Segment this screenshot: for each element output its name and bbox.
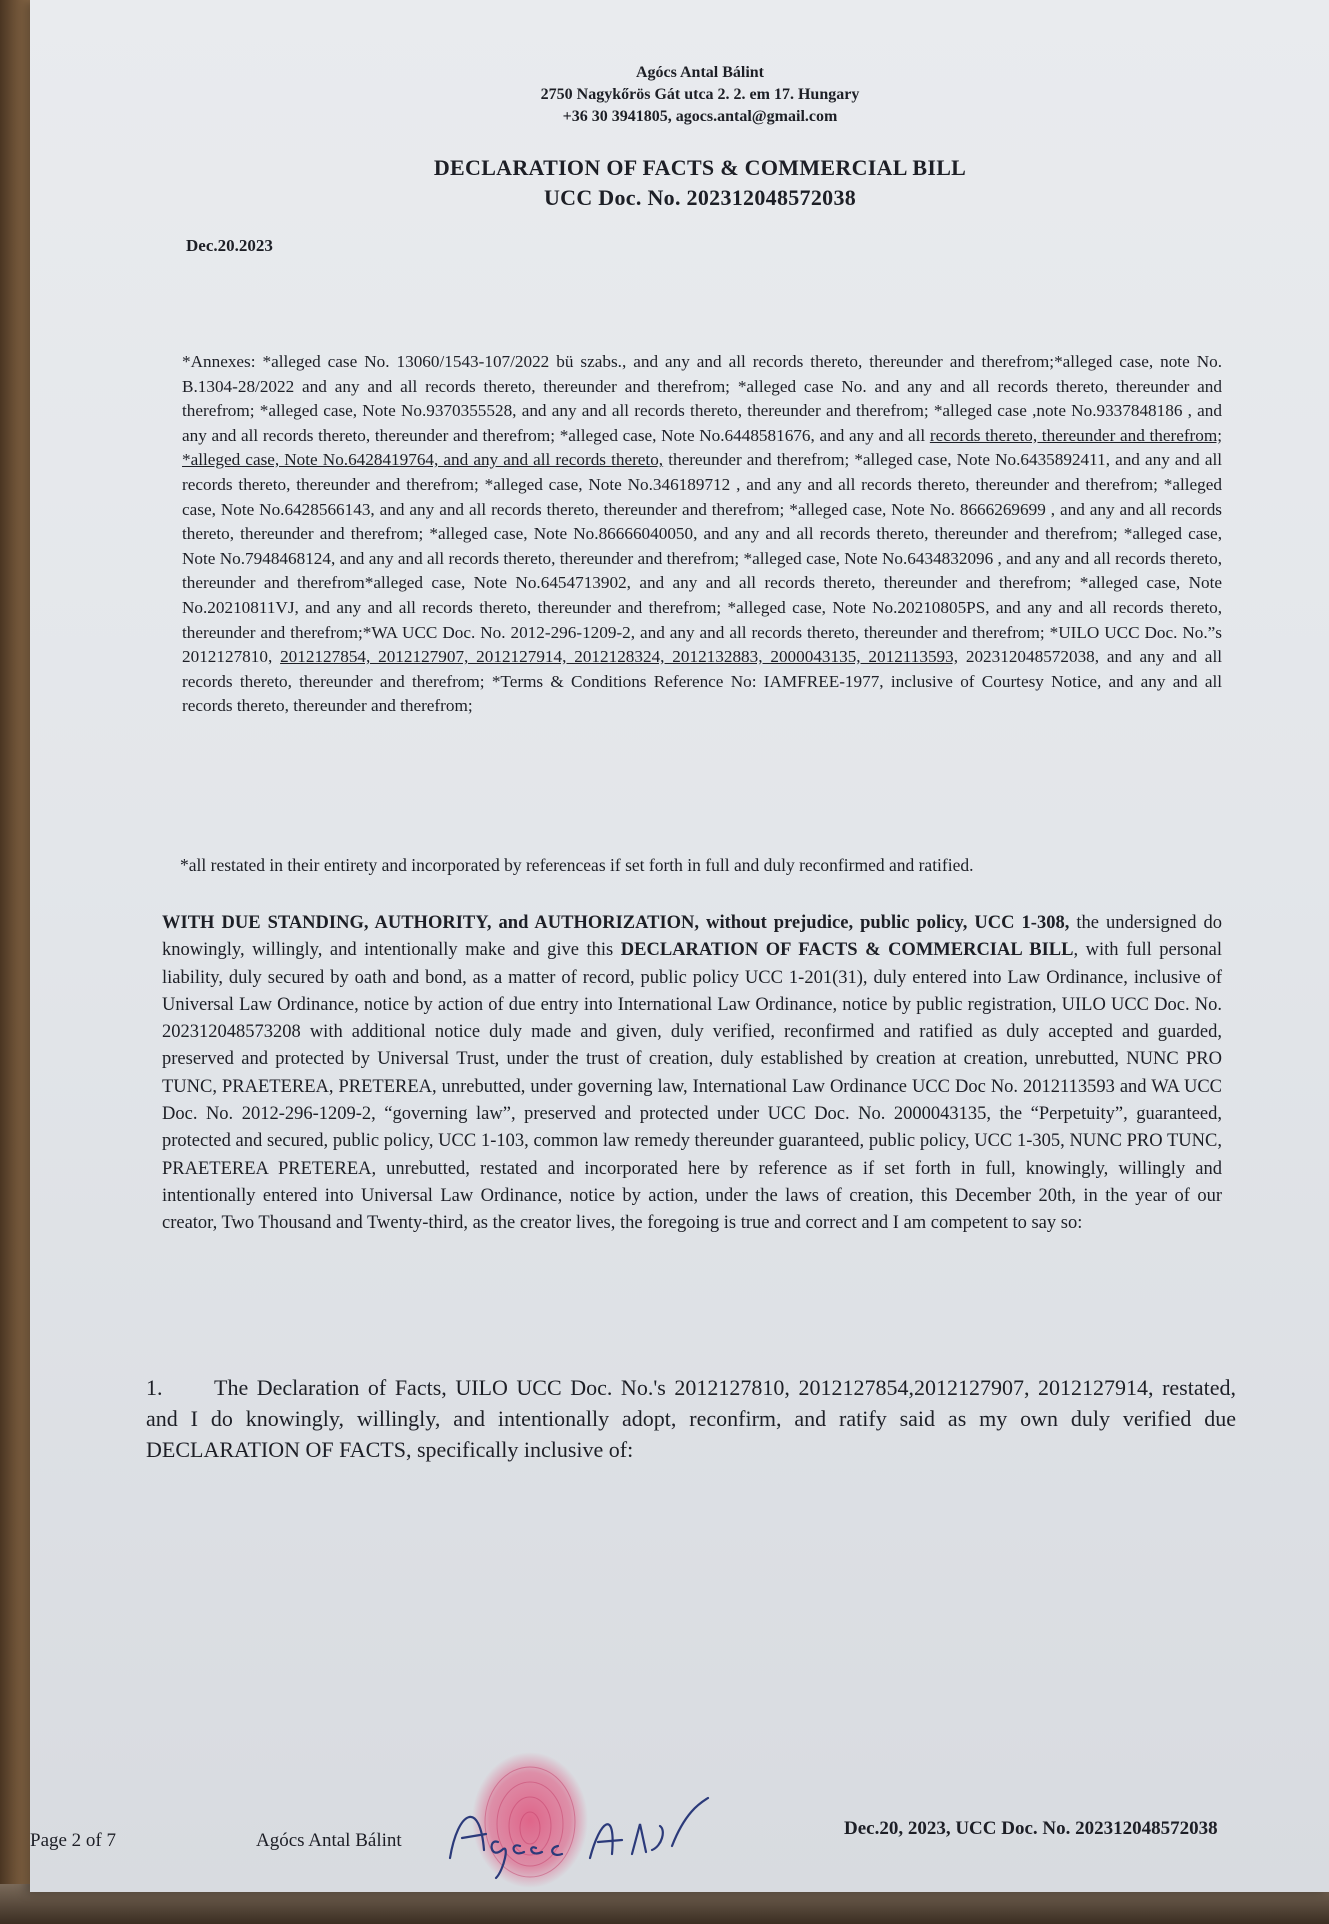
footer-signatory-name: Agócs Antal Bálint — [256, 1830, 402, 1851]
author-contact: +36 30 3941805, agocs.antal@gmail.com — [562, 108, 838, 125]
body-text-1: the undersigned do knowingly, willingly, and intentionally make and give this — [162, 913, 1222, 961]
restated-note: *all restated in their entirety and incorporated by referenceas if set forth in full and duly reconfirmed and ratified. — [180, 855, 974, 875]
page-number: Page 2 of 7 — [30, 1830, 117, 1851]
annexes-text-1: *Annexes: *alleged case No. 13060/1543-107/2022 bü szabs., and any and all records thereto, thereunder and therefrom;*alleged case, note No. B.1304-28/2022 and any and all records thereto, thereunder and therefrom; *alleged case No. and any and all records thereto, thereunder and therefrom; *alleged case, Note No.9370355528, and any and all records thereto, thereunder and therefrom; *alleged case ,note No.9337848186 , and any and all records thereto, thereunder and therefrom; *alleged case, Note No.6448581676, and any and all — [182, 352, 1222, 445]
document-page — [30, 0, 1329, 1892]
document-title: DECLARATION OF FACTS & COMMERCIAL BILL — [433, 155, 967, 180]
annexes-paragraph — [182, 350, 1222, 719]
declaration-body — [162, 910, 1222, 1238]
annexes-underlined-1: records thereto, thereunder and therefrom; *alleged case, Note No.6428419764, and any and all records thereto, — [182, 425, 1223, 470]
author-address: 2750 Nagykőrös Gát utca 2. 2. em 17. Hungary — [540, 86, 860, 103]
item-text: The Declaration of Facts, UILO UCC Doc. No.'s 2012127810, 2012127854,2012127907, 2012127914, restated, and I do knowingly, willingly, and intentionally adopt, reconfirm, and ratify said as my own duly verified due DECLARATION OF FACTS, specifically inclusive of: — [146, 1375, 1236, 1462]
signature-with-thumbprint — [440, 1750, 710, 1890]
body-text-2: , with full personal liability, duly secured by oath and bond, as a matter of record, public policy UCC 1-201(31), duly entered into Law Ordinance, inclusive of Universal Law Ordinance, notice by action of due entry into International Law Ordinance, notice by public registration, UILO UCC Doc. No. 202312048573208 with additional notice duly made and given, duly verified, reconfirmed and ratified as duly accepted and guarded, preserved and protected by Universal Trust, under the trust of creation, duly established by creation at creation, unrebutted, NUNC PRO TUNC, PRAETEREA, PRETEREA, unrebutted, under governing law, International Law Ordinance UCC Doc No. 2012113593 and WA UCC Doc. No. 2012-296-1209-2, “governing law”, preserved and protected under UCC Doc. No. 2000043135, the “Perpetuity”, guaranteed, protected and secured, public policy, UCC 1-103, common law remedy thereunder guaranteed, public policy, UCC 1-305, NUNC PRO TUNC, PRAETEREA PRETEREA, unrebutted, restated and incorporated here by reference as if set forth in full, knowingly, willingly and intentionally entered into Universal Law Ordinance, notice by action, under the laws of creation, this December 20th, in the year of our creator, Two Thousand and Twenty-third, as the creator lives, the foregoing is true and correct and I am competent to say so: — [162, 940, 1222, 1234]
footer-doc-reference: Dec.20, 2023, UCC Doc. No. 202312048572038 — [844, 1818, 1218, 1839]
annexes-underlined-2: 2012127854, 2012127907, 2012127914, 2012128324, 2012132883, 2000043135, 2012113593, — [280, 647, 959, 667]
document-date: Dec.20.2023 — [186, 236, 273, 255]
thumbprint — [472, 1752, 588, 1888]
annexes-text-2: thereunder and therefrom; *alleged case, Note No.6435892411, and any and all records thereto, thereunder and therefrom; *alleged case, Note No.346189712 , and any and all records thereto, thereunder and therefrom; *alleged case, Note No.6428566143, and any and all records thereto, thereunder and therefrom; *alleged case, Note No. 8666269699 , and any and all records thereto, thereunder and therefrom; *alleged case, Note No.86666040050, and any and all records thereto, thereunder and therefrom; *alleged case, Note No.7948468124, and any and all records thereto, thereunder and therefrom; *alleged case, Note No.6434832096 , and any and all records thereto, thereunder and therefrom*alleged case, Note No.6454713902, and any and all records thereto, thereunder and therefrom; *alleged case, Note No.20210811VJ, and any and all records thereto, thereunder and therefrom; *alleged case, Note No.20210805PS, and any and all records thereto, thereunder and therefrom;*WA UCC Doc. No. 2012-296-1209-2, and any and all records thereto, thereunder and therefrom; *UILO UCC Doc. No.”s 2012127810, — [182, 450, 1222, 667]
body-bold-2: DECLARATION OF FACTS & COMMERCIAL BILL — [620, 940, 1074, 961]
annexes-text-3: 202312048572038, and any and all records thereto, thereunder and therefrom; *Terms & Conditions Reference No: IAMFREE-1977, inclusive of Courtesy Notice, and any and all records thereto, thereunder and therefrom; — [182, 647, 1222, 716]
item-number: 1. — [146, 1375, 163, 1400]
declaration-item-1 — [146, 1372, 1236, 1465]
author-name: Agócs Antal Bálint — [635, 64, 764, 81]
body-bold-1: WITH DUE STANDING, AUTHORITY, and AUTHORIZATION, without prejudice, public policy, UCC 1-308, — [162, 913, 1070, 933]
document-ucc-number: UCC Doc. No. 202312048572038 — [543, 185, 857, 210]
